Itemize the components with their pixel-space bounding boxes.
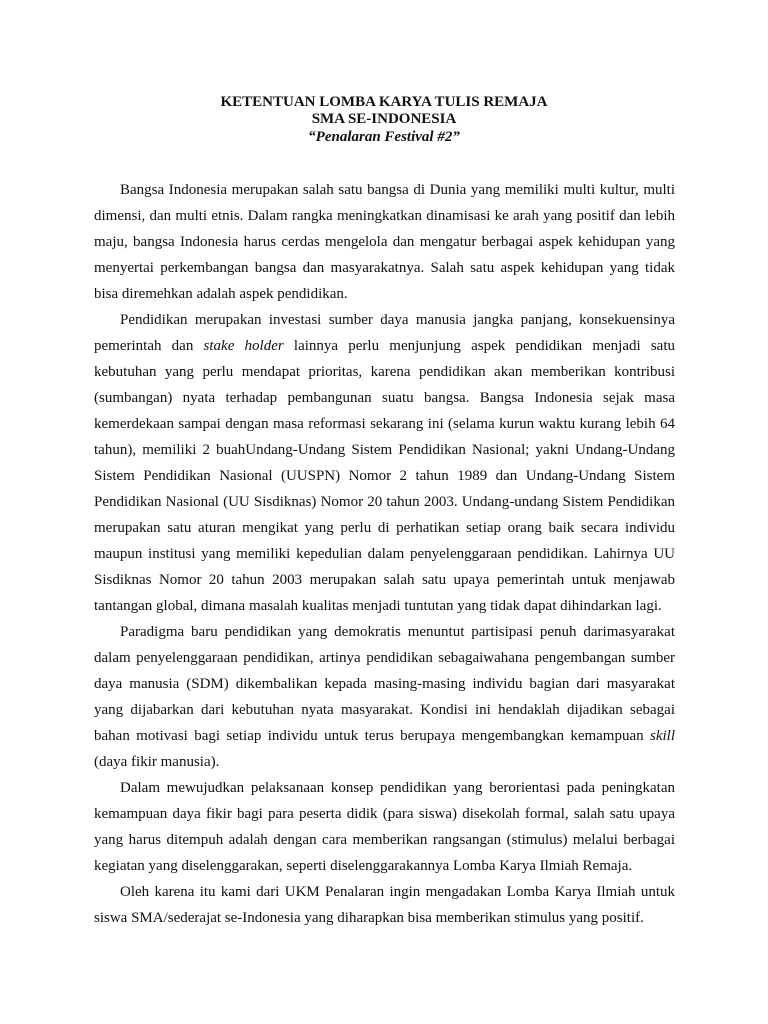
paragraph-2: [94, 307, 675, 619]
event-subtitle: “Penalaran Festival #2”: [308, 129, 460, 145]
document-body: [94, 177, 675, 931]
paragraph-3-emphasis: skill: [650, 728, 675, 744]
paragraph-2-text-a: Pendidikan merupakan investasi sumber daya manusia jangka panjang, konsekuensinya pemerintah dan: [94, 312, 675, 354]
paragraph-2-emphasis: stake holder: [203, 338, 284, 354]
paragraph-3: [94, 619, 675, 775]
paragraph-3-text-a: Paradigma baru pendidikan yang demokratis menuntut partisipasi penuh darimasyarakat dalam penyelenggaraan pendidikan, artinya pendidikan sebagaiwahana pengembangan sumber daya manusia (SDM) dikembalikan kepada masing-masing individu bagian dari masyarakat yang dijabarkan dari kebutuhan nyata masyarakat. Kondisi ini hendaklah dijadikan sebagai bahan motivasi bagi setiap individu untuk terus berupaya mengembangkan kemampuan: [94, 624, 675, 744]
paragraph-3-text-b: (daya fikir manusia).: [94, 754, 220, 770]
paragraph-1: Bangsa Indonesia merupakan salah satu bangsa di Dunia yang memiliki multi kultur, multi dimensi, dan multi etnis. Dalam rangka meningkatkan dinamisasi ke arah yang positif dan lebih maju, bangsa Indonesia harus cerdas mengelola dan mengatur berbagai aspek kehidupan yang menyertai perkembangan bangsa dan masyarakatnya. Salah satu aspek kehidupan yang tidak bisa diremehkan adalah aspek pendidikan.: [94, 182, 675, 302]
paragraph-5: Oleh karena itu kami dari UKM Penalaran ingin mengadakan Lomba Karya Ilmiah untuk siswa SMA/sederajat se-Indonesia yang diharapkan bisa memberikan stimulus yang positif.: [94, 884, 675, 926]
paragraph-2-text-b: lainnya perlu menjunjung aspek pendidikan menjadi satu kebutuhan yang perlu mendapat prioritas, karena pendidikan akan memberikan kontribusi (sumbangan) nyata terhadap pembangunan suatu bangsa. Bangsa Indonesia sejak masa kemerdekaan sampai dengan masa reformasi sekarang ini (selama kurun waktu kurang lebih 64 tahun), memiliki 2 buahUndang-Undang Sistem Pendidikan Nasional; yakni Undang-Undang Sistem Pendidikan Nasional (UUSPN) Nomor 2 tahun 1989 dan Undang-Undang Sistem Pendidikan Nasional (UU Sisdiknas) Nomor 20 tahun 2003. Undang-undang Sistem Pendidikan merupakan satu aturan mengikat yang perlu di perhatikan setiap orang baik secara individu maupun institusi yang memiliki kepedulian dalam penyelenggaraan pendidikan. Lahirnya UU Sisdiknas Nomor 20 tahun 2003 merupakan salah satu upaya pemerintah untuk menjawab tantangan global, dimana masalah kualitas menjadi tuntutan yang tidak dapat dihindarkan lagi.: [94, 338, 676, 614]
title-line-1: KETENTUAN LOMBA KARYA TULIS REMAJA: [220, 94, 548, 110]
paragraph-4: Dalam mewujudkan pelaksanaan konsep pendidikan yang berorientasi pada peningkatan kemampuan daya fikir bagi para peserta didik (para siswa) disekolah formal, salah satu upaya yang harus ditempuh adalah dengan cara memberikan rangsangan (stimulus) melalui berbagai kegiatan yang diselenggarakan, seperti diselenggarakannya Lomba Karya Ilmiah Remaja.: [94, 780, 675, 874]
document-header: [0, 94, 768, 146]
title-line-2: SMA SE-INDONESIA: [311, 111, 457, 127]
